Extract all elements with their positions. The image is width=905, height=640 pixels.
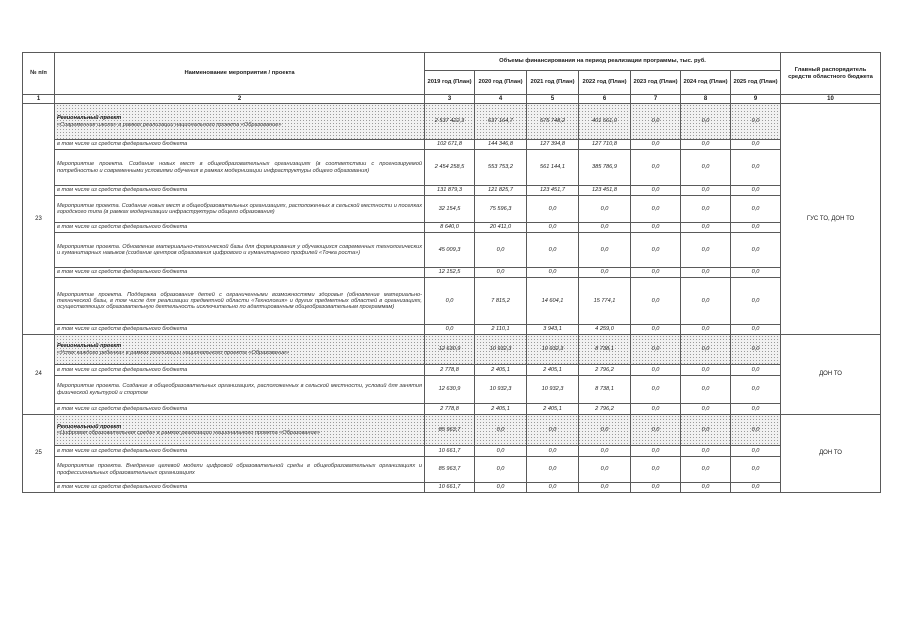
- funding-value: 0,0: [631, 376, 681, 404]
- funding-value: 0,0: [631, 104, 681, 140]
- federal-budget-label: в том числе из средств федерального бюджета: [55, 223, 425, 233]
- funding-value: 0,0: [731, 325, 781, 335]
- federal-budget-label: в том числе из средств федерального бюджета: [55, 268, 425, 278]
- regional-project-name: [55, 415, 425, 446]
- funding-value: 127 710,8: [579, 140, 631, 150]
- federal-budget-label: в том числе из средств федерального бюджета: [55, 140, 425, 150]
- funding-value: 0,0: [425, 278, 475, 325]
- funding-value: 10 661,7: [425, 483, 475, 493]
- header-num: № п/п: [23, 53, 55, 95]
- funding-value: 0,0: [731, 150, 781, 186]
- funding-value: 0,0: [527, 446, 579, 457]
- funding-value: 0,0: [731, 415, 781, 446]
- funding-value: 0,0: [681, 446, 731, 457]
- table-row: [23, 376, 881, 404]
- funding-value: 10 932,3: [527, 376, 579, 404]
- funding-value: 0,0: [631, 446, 681, 457]
- regional-project-text: «Современная школа» в рамках реализации национального проекта «Образование»: [57, 121, 282, 128]
- funding-value: 0,0: [681, 196, 731, 223]
- column-index: 6: [579, 95, 631, 104]
- funding-value: 0,0: [527, 483, 579, 493]
- funding-value: 32 154,5: [425, 196, 475, 223]
- table-row: [23, 457, 881, 483]
- header-year: 2022 год (План): [579, 71, 631, 95]
- funding-value: 0,0: [681, 268, 731, 278]
- funding-value: 0,0: [527, 268, 579, 278]
- funding-value: 8 640,0: [425, 223, 475, 233]
- funding-value: 144 346,8: [475, 140, 527, 150]
- regional-project-name: [55, 335, 425, 365]
- regional-project-text: «Цифровая образовательная среда» в рамках реализации национального проекта «Образование»: [57, 430, 320, 436]
- funding-value: 0,0: [631, 335, 681, 365]
- funding-value: 2 405,1: [527, 365, 579, 376]
- funding-value: 2 405,1: [475, 365, 527, 376]
- funding-value: 0,0: [579, 446, 631, 457]
- funding-value: 2 778,8: [425, 365, 475, 376]
- table-row: [23, 335, 881, 365]
- table-row: [23, 278, 881, 325]
- funding-value: 131 879,3: [425, 186, 475, 196]
- funding-value: 0,0: [631, 140, 681, 150]
- table-row: [23, 196, 881, 223]
- funding-value: 85 963,7: [425, 415, 475, 446]
- regional-project-title: Региональный проект: [57, 423, 122, 430]
- funding-value: 2 778,8: [425, 404, 475, 415]
- table-row: [23, 365, 881, 376]
- funding-value: 10 932,3: [475, 376, 527, 404]
- table-row: [23, 446, 881, 457]
- funding-value: 0,0: [681, 278, 731, 325]
- header-funding: Объемы финансирования на период реализации программы, тыс. руб.: [425, 53, 781, 71]
- funding-value: 0,0: [681, 404, 731, 415]
- table-row: [23, 186, 881, 196]
- header-year: 2019 год (План): [425, 71, 475, 95]
- table-row: [23, 233, 881, 268]
- funding-value: 0,0: [681, 104, 731, 140]
- federal-budget-label: в том числе из средств федерального бюджета: [55, 404, 425, 415]
- funding-value: 0,0: [631, 415, 681, 446]
- funding-value: 0,0: [475, 457, 527, 483]
- funding-value: 85 963,7: [425, 457, 475, 483]
- project-event-description: Мероприятие проекта. Создание новых мест в общеобразовательных организациях, расположенных в сельской местности и поселках городского типа (в рамках модернизации инфраструктуры общего образования): [55, 196, 425, 223]
- funding-value: 0,0: [681, 457, 731, 483]
- row-number: 23: [23, 104, 55, 335]
- funding-value: 0,0: [681, 233, 731, 268]
- funding-value: 0,0: [731, 483, 781, 493]
- project-event-description: Мероприятие проекта. Поддержка образования детей с ограниченными возможностями здоровья (обновление материально-технической базы, в том числе для реализации предметной области «Технология» и других предметных областей в организациях, осуществляющих образовательную деятельность исключительно по адаптированным общеобразовательным программам): [55, 278, 425, 325]
- funding-value: 0,0: [731, 223, 781, 233]
- funding-value: 0,0: [579, 223, 631, 233]
- funding-value: 0,0: [631, 404, 681, 415]
- funding-value: 8 738,1: [579, 335, 631, 365]
- table-row: [23, 325, 881, 335]
- funding-value: 45 009,3: [425, 233, 475, 268]
- funding-value: 127 394,8: [527, 140, 579, 150]
- federal-budget-label: в том числе из средств федерального бюджета: [55, 186, 425, 196]
- funding-value: 0,0: [579, 415, 631, 446]
- funding-value: 0,0: [475, 483, 527, 493]
- row-number: 25: [23, 415, 55, 493]
- funding-value: 14 604,1: [527, 278, 579, 325]
- funding-value: 561 144,1: [527, 150, 579, 186]
- funding-value: 2 110,1: [475, 325, 527, 335]
- funding-value: 10 661,7: [425, 446, 475, 457]
- header-year: 2025 год (План): [731, 71, 781, 95]
- column-index: 8: [681, 95, 731, 104]
- funding-value: 7 815,2: [475, 278, 527, 325]
- funding-value: 0,0: [681, 150, 731, 186]
- funding-value: 0,0: [475, 446, 527, 457]
- funding-value: 2 796,2: [579, 404, 631, 415]
- funding-value: 0,0: [631, 483, 681, 493]
- funding-value: 0,0: [527, 457, 579, 483]
- funding-value: 0,0: [681, 325, 731, 335]
- project-event-description: Мероприятие проекта. Создание в общеобразовательных организациях, расположенных в сельской местности, условий для занятия физической культурой и спортом: [55, 376, 425, 404]
- funding-value: 12 630,9: [425, 376, 475, 404]
- column-index: 3: [425, 95, 475, 104]
- funding-value: 0,0: [731, 196, 781, 223]
- funding-value: 0,0: [631, 278, 681, 325]
- header-year: 2024 год (План): [681, 71, 731, 95]
- funding-value: 0,0: [731, 335, 781, 365]
- funding-value: 0,0: [731, 404, 781, 415]
- funding-value: 20 411,0: [475, 223, 527, 233]
- funding-value: 0,0: [681, 140, 731, 150]
- funding-value: 75 596,3: [475, 196, 527, 223]
- funding-value: 121 825,7: [475, 186, 527, 196]
- funding-value: 0,0: [731, 457, 781, 483]
- funding-value: 0,0: [681, 365, 731, 376]
- funding-value: 0,0: [681, 223, 731, 233]
- table-row: [23, 223, 881, 233]
- project-event-description: Мероприятие проекта. Создание новых мест в общеобразовательных организациях (в соответствии с прогнозируемой потребностью и современными условиями обучения в рамках модернизации инфраструктуры общего образования): [55, 150, 425, 186]
- funding-value: 3 943,1: [527, 325, 579, 335]
- funding-value: 15 774,1: [579, 278, 631, 325]
- funding-value: 0,0: [579, 483, 631, 493]
- federal-budget-label: в том числе из средств федерального бюджета: [55, 365, 425, 376]
- project-event-description: Мероприятие проекта. Внедрение целевой модели цифровой образовательной среды в общеобразовательных организациях и профессиональных образовательных организациях: [55, 457, 425, 483]
- funding-value: 637 164,7: [475, 104, 527, 140]
- funding-value: 0,0: [631, 365, 681, 376]
- funding-value: 0,0: [631, 196, 681, 223]
- regional-project-name: [55, 104, 425, 140]
- funding-value: 0,0: [681, 415, 731, 446]
- funding-value: 0,0: [731, 376, 781, 404]
- funding-value: 10 932,3: [475, 335, 527, 365]
- funding-value: 2 537 422,3: [425, 104, 475, 140]
- project-event-description: Мероприятие проекта. Обновление материально-технической базы для формирования у обучающихся современных технологических и гуманитарных навыков (создание центров образования цифрового и гуманитарного профилей «Точка роста»): [55, 233, 425, 268]
- funding-value: 0,0: [731, 365, 781, 376]
- regional-project-text: «Успех каждого ребенка» в рамках реализации национального проекта «Образование»: [57, 349, 289, 356]
- funding-value: 0,0: [681, 186, 731, 196]
- funding-value: 0,0: [731, 186, 781, 196]
- funding-value: 0,0: [579, 268, 631, 278]
- funding-value: 0,0: [527, 415, 579, 446]
- funding-value: 0,0: [681, 335, 731, 365]
- funding-value: 0,0: [731, 140, 781, 150]
- header-year: 2021 год (План): [527, 71, 579, 95]
- column-index: 10: [781, 95, 881, 104]
- budget-manager: ДОН ТО: [781, 415, 881, 493]
- regional-project-title: Региональный проект: [57, 343, 122, 350]
- table-row: [23, 415, 881, 446]
- column-index: 5: [527, 95, 579, 104]
- funding-value: 0,0: [631, 268, 681, 278]
- table-row: [23, 268, 881, 278]
- header-year: 2020 год (План): [475, 71, 527, 95]
- funding-value: 0,0: [425, 325, 475, 335]
- funding-value: 0,0: [475, 233, 527, 268]
- federal-budget-label: в том числе из средств федерального бюджета: [55, 483, 425, 493]
- column-index: 2: [55, 95, 425, 104]
- funding-value: 0,0: [579, 457, 631, 483]
- funding-value: 123 451,7: [527, 186, 579, 196]
- funding-value: 0,0: [731, 446, 781, 457]
- funding-value: 0,0: [731, 233, 781, 268]
- funding-value: 0,0: [579, 233, 631, 268]
- funding-value: 2 796,2: [579, 365, 631, 376]
- budget-manager: ГУС ТО, ДОН ТО: [781, 104, 881, 335]
- funding-value: 401 561,0: [579, 104, 631, 140]
- funding-value: 0,0: [631, 233, 681, 268]
- funding-value: 575 748,2: [527, 104, 579, 140]
- regional-project-title: Региональный проект: [57, 115, 122, 122]
- funding-value: 2 405,1: [475, 404, 527, 415]
- funding-value: 0,0: [731, 268, 781, 278]
- funding-value: 10 932,3: [527, 335, 579, 365]
- row-number: 24: [23, 335, 55, 415]
- table-row: [23, 483, 881, 493]
- funding-value: 0,0: [631, 150, 681, 186]
- column-index: 4: [475, 95, 527, 104]
- funding-value: 2 454 258,5: [425, 150, 475, 186]
- funding-table: [22, 52, 881, 493]
- funding-value: 12 630,9: [425, 335, 475, 365]
- header-year: 2023 год (План): [631, 71, 681, 95]
- funding-table-sheet: [22, 52, 880, 493]
- funding-value: 8 738,1: [579, 376, 631, 404]
- funding-value: 0,0: [475, 268, 527, 278]
- funding-value: 0,0: [631, 325, 681, 335]
- column-index: 7: [631, 95, 681, 104]
- column-index: 9: [731, 95, 781, 104]
- funding-value: 0,0: [475, 415, 527, 446]
- table-row: [23, 150, 881, 186]
- budget-manager: ДОН ТО: [781, 335, 881, 415]
- funding-value: 385 786,9: [579, 150, 631, 186]
- federal-budget-label: в том числе из средств федерального бюджета: [55, 325, 425, 335]
- funding-value: 0,0: [631, 457, 681, 483]
- table-row: [23, 140, 881, 150]
- funding-value: 2 405,1: [527, 404, 579, 415]
- funding-value: 553 753,2: [475, 150, 527, 186]
- table-header: [23, 53, 881, 104]
- funding-value: 0,0: [631, 223, 681, 233]
- header-name: Наименование мероприятия / проекта: [55, 53, 425, 95]
- funding-value: 0,0: [681, 376, 731, 404]
- funding-value: 0,0: [527, 196, 579, 223]
- funding-value: 0,0: [579, 196, 631, 223]
- table-row: [23, 404, 881, 415]
- funding-value: 0,0: [631, 186, 681, 196]
- funding-value: 4 259,0: [579, 325, 631, 335]
- table-row: [23, 104, 881, 140]
- funding-value: 102 671,8: [425, 140, 475, 150]
- funding-value: 123 451,8: [579, 186, 631, 196]
- funding-value: 0,0: [527, 233, 579, 268]
- funding-value: 12 152,5: [425, 268, 475, 278]
- funding-value: 0,0: [681, 483, 731, 493]
- column-index: 1: [23, 95, 55, 104]
- table-body: [23, 104, 881, 493]
- header-manager: Главный распорядитель средств областного бюджета: [781, 53, 881, 95]
- federal-budget-label: в том числе из средств федерального бюджета: [55, 446, 425, 457]
- funding-value: 0,0: [731, 278, 781, 325]
- funding-value: 0,0: [731, 104, 781, 140]
- funding-value: 0,0: [527, 223, 579, 233]
